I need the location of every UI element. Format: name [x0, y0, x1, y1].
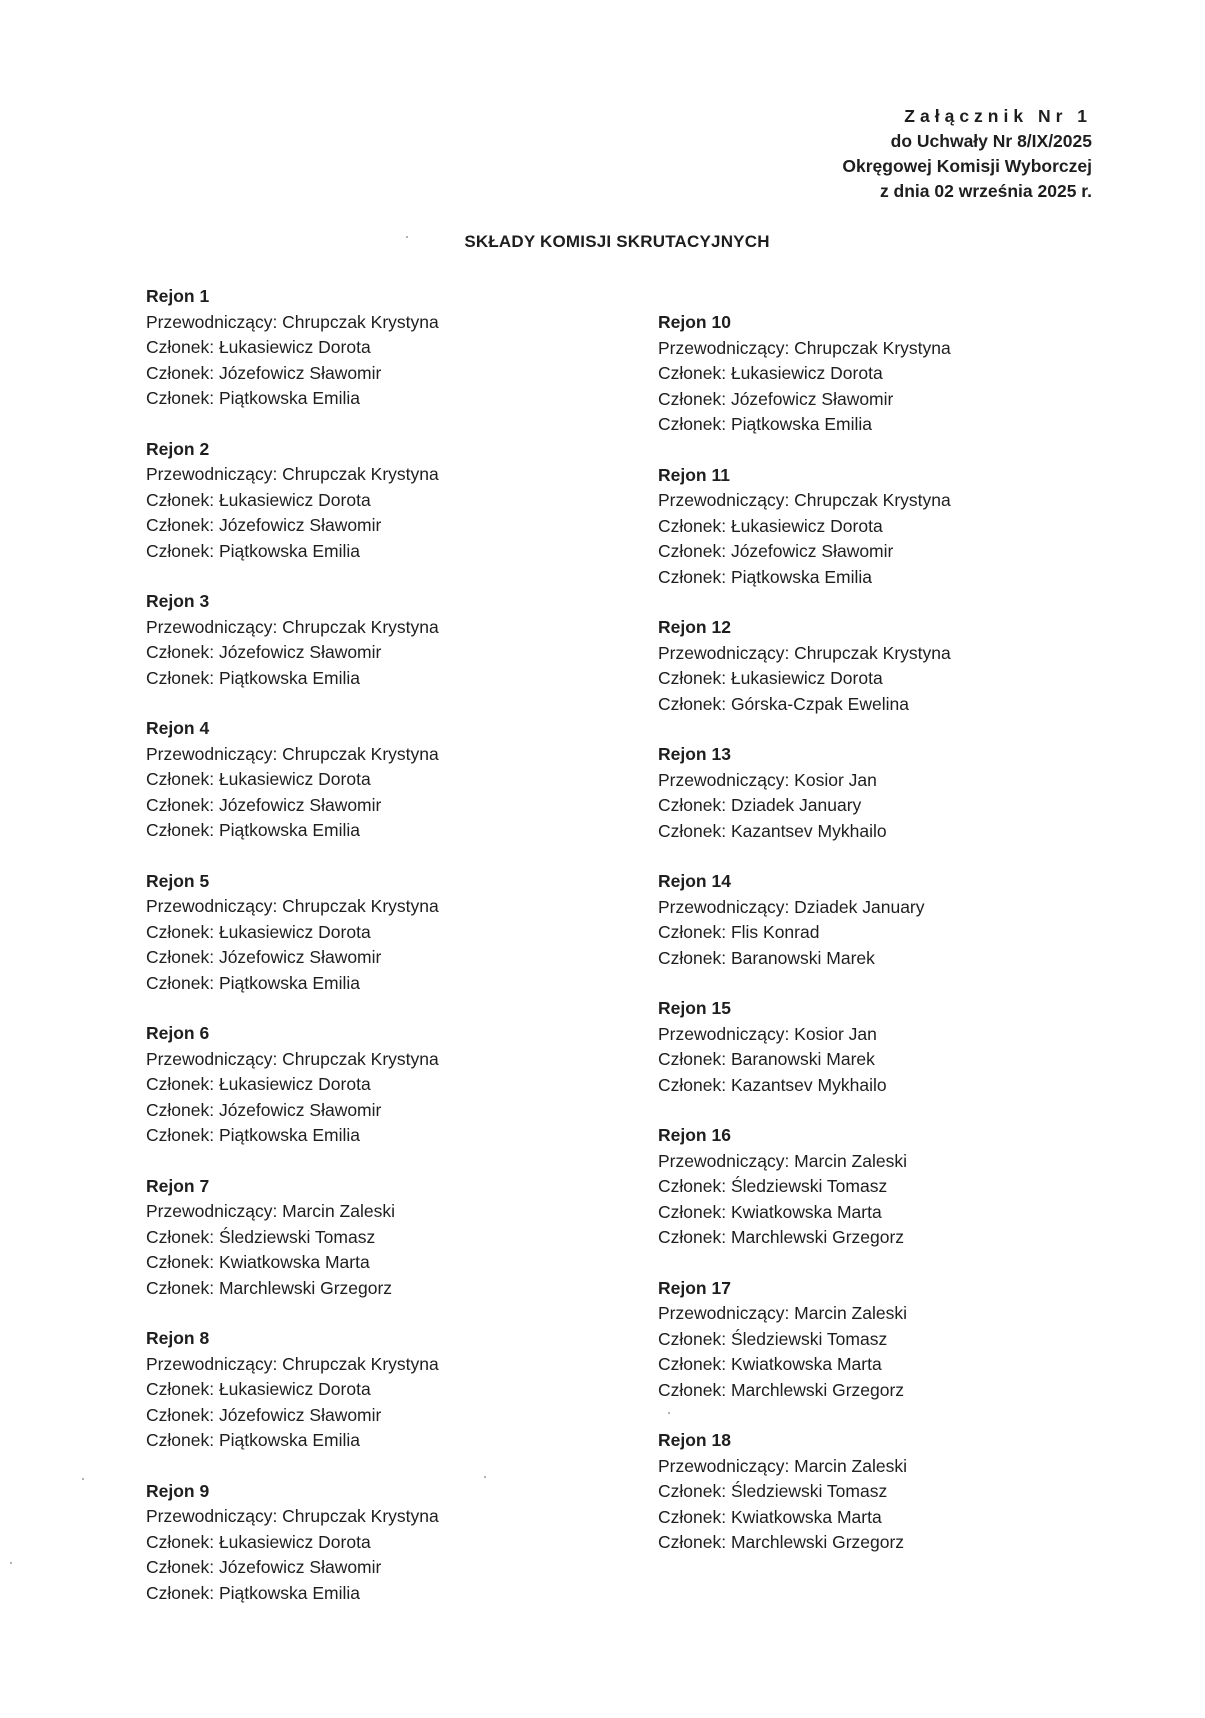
member-line: Członek: Marchlewski Grzegorz	[146, 1277, 393, 1298]
member-line: Członek: Józefowicz Sławomir	[146, 642, 382, 662]
member-line: Członek: Piątkowska Emilia	[146, 1430, 360, 1450]
right-column	[658, 310, 1098, 1581]
member-line: Członek: Śledziewski Tomasz	[658, 1176, 888, 1196]
region-block	[146, 1479, 586, 1607]
member-line: Członek: Kazantsev Mykhailo	[658, 820, 887, 841]
member-line: Członek: Piątkowska Emilia	[146, 667, 360, 688]
chairperson-line: Przewodniczący: Chrupczak Krystyna	[146, 311, 439, 332]
chairperson-line: Przewodniczący: Chrupczak Krystyna	[146, 1506, 439, 1526]
member-line: Członek: Kwiatkowska Marta	[146, 1252, 370, 1272]
chairperson-line: Przewodniczący: Chrupczak Krystyna	[146, 896, 439, 916]
region-title: Rejon 4	[146, 718, 210, 738]
chairperson-line: Przewodniczący: Marcin Zaleski	[658, 1455, 907, 1476]
chairperson-line: Przewodniczący: Chrupczak Krystyna	[658, 642, 951, 663]
member-line: Członek: Łukasiewicz Dorota	[658, 363, 883, 383]
resolution-reference: do Uchwały Nr 8/IX/2025	[890, 131, 1092, 151]
region-block	[146, 869, 586, 997]
region-title: Rejon 16	[658, 1125, 731, 1145]
member-line: Członek: Piątkowska Emilia	[146, 1582, 360, 1603]
member-line: Członek: Łukasiewicz Dorota	[146, 337, 371, 357]
member-line: Członek: Łukasiewicz Dorota	[146, 1074, 371, 1094]
chairperson-line: Przewodniczący: Kosior Jan	[658, 1023, 877, 1044]
member-line: Członek: Śledziewski Tomasz	[658, 1481, 888, 1501]
region-block	[658, 615, 1098, 717]
member-line: Członek: Piątkowska Emilia	[146, 388, 360, 408]
region-title: Rejon 3	[146, 591, 210, 611]
document-date: z dnia 02 września 2025 r.	[879, 181, 1092, 201]
member-line: Członek: Piątkowska Emilia	[146, 972, 360, 993]
member-line: Członek: Józefowicz Sławomir	[658, 541, 894, 561]
member-line: Członek: Józefowicz Sławomir	[146, 947, 382, 967]
member-line: Członek: Marchlewski Grzegorz	[658, 1532, 905, 1552]
member-line: Członek: Łukasiewicz Dorota	[146, 769, 371, 789]
chairperson-line: Przewodniczący: Chrupczak Krystyna	[658, 490, 951, 510]
commission-name: Okręgowej Komisji Wyborczej	[842, 156, 1092, 176]
member-line: Członek: Marchlewski Grzegorz	[658, 1379, 905, 1400]
member-line: Członek: Józefowicz Sławomir	[146, 1099, 382, 1120]
region-title: Rejon 9	[146, 1480, 210, 1501]
region-title: Rejon 13	[658, 744, 731, 764]
member-line: Członek: Dziadek January	[658, 795, 862, 815]
region-title: Rejon 7	[146, 1175, 210, 1196]
member-line: Członek: Łukasiewicz Dorota	[146, 489, 371, 510]
member-line: Członek: Łukasiewicz Dorota	[658, 668, 883, 688]
member-line: Członek: Kwiatkowska Marta	[658, 1506, 882, 1527]
chairperson-line: Przewodniczący: Chrupczak Krystyna	[658, 337, 951, 358]
region-title: Rejon 15	[658, 998, 731, 1018]
member-line: Członek: Baranowski Marek	[658, 1049, 875, 1069]
member-line: Członek: Kwiatkowska Marta	[658, 1201, 882, 1222]
member-line: Członek: Baranowski Marek	[658, 947, 875, 968]
member-line: Członek: Józefowicz Sławomir	[146, 1404, 382, 1425]
member-line: Członek: Józefowicz Sławomir	[146, 515, 382, 535]
attachment-number: Załącznik Nr 1	[904, 106, 1092, 126]
chairperson-line: Przewodniczący: Marcin Zaleski	[146, 1201, 395, 1221]
member-line: Członek: Kwiatkowska Marta	[658, 1354, 882, 1374]
region-title: Rejon 10	[658, 312, 731, 332]
chairperson-line: Przewodniczący: Dziadek January	[658, 896, 925, 917]
region-block	[146, 437, 586, 565]
region-title: Rejon 8	[146, 1328, 210, 1348]
member-line: Członek: Piątkowska Emilia	[146, 820, 360, 840]
scan-speck	[406, 236, 408, 238]
member-line: Członek: Piątkowska Emilia	[146, 540, 360, 561]
member-line: Członek: Śledziewski Tomasz	[146, 1226, 376, 1247]
chairperson-line: Przewodniczący: Kosior Jan	[658, 769, 877, 790]
member-line: Członek: Marchlewski Grzegorz	[658, 1227, 905, 1247]
chairperson-line: Przewodniczący: Marcin Zaleski	[658, 1150, 907, 1171]
region-block	[658, 463, 1098, 591]
member-line: Członek: Łukasiewicz Dorota	[146, 1379, 371, 1399]
member-line: Członek: Flis Konrad	[658, 922, 820, 942]
member-line: Członek: Józefowicz Sławomir	[658, 388, 894, 409]
chairperson-line: Przewodniczący: Marcin Zaleski	[658, 1303, 907, 1323]
member-line: Członek: Piątkowska Emilia	[658, 566, 872, 587]
scan-speck	[484, 1476, 486, 1478]
page-title: SKŁADY KOMISJI SKRUTACYJNYCH	[464, 232, 770, 251]
region-title: Rejon 11	[658, 464, 730, 485]
region-title: Rejon 2	[146, 438, 210, 459]
member-line: Członek: Józefowicz Sławomir	[146, 794, 382, 815]
region-title: Rejon 5	[146, 870, 210, 891]
region-block	[658, 1123, 1098, 1251]
region-block	[658, 869, 1098, 971]
region-title: Rejon 18	[658, 1430, 731, 1450]
member-line: Członek: Piątkowska Emilia	[658, 414, 872, 434]
region-title: Rejon 17	[658, 1277, 731, 1298]
region-block	[146, 284, 586, 412]
member-line: Członek: Piątkowska Emilia	[146, 1125, 360, 1145]
region-block	[146, 1021, 586, 1149]
region-block	[658, 310, 1098, 438]
member-line: Członek: Łukasiewicz Dorota	[146, 1531, 371, 1552]
chairperson-line: Przewodniczący: Chrupczak Krystyna	[146, 1353, 439, 1374]
scan-speck	[82, 1478, 84, 1480]
member-line: Członek: Kazantsev Mykhailo	[658, 1074, 887, 1095]
member-line: Członek: Łukasiewicz Dorota	[658, 515, 883, 536]
region-block	[658, 742, 1098, 844]
region-block	[146, 716, 586, 844]
scan-speck	[668, 1412, 670, 1414]
region-title: Rejon 6	[146, 1023, 210, 1043]
chairperson-line: Przewodniczący: Chrupczak Krystyna	[146, 464, 439, 484]
region-block	[658, 1428, 1098, 1556]
region-title: Rejon 1	[146, 286, 210, 306]
region-block	[146, 1326, 586, 1454]
member-line: Członek: Łukasiewicz Dorota	[146, 921, 371, 942]
region-title: Rejon 14	[658, 871, 731, 891]
region-block	[658, 1276, 1098, 1404]
left-column	[146, 284, 586, 1631]
member-line: Członek: Górska-Czpak Ewelina	[658, 693, 909, 714]
region-block	[146, 1174, 586, 1302]
scan-speck	[10, 1562, 12, 1564]
member-line: Członek: Józefowicz Sławomir	[146, 1557, 382, 1577]
chairperson-line: Przewodniczący: Chrupczak Krystyna	[146, 743, 439, 764]
chairperson-line: Przewodniczący: Chrupczak Krystyna	[146, 1048, 439, 1069]
chairperson-line: Przewodniczący: Chrupczak Krystyna	[146, 616, 439, 637]
region-block	[146, 589, 586, 691]
member-line: Członek: Śledziewski Tomasz	[658, 1328, 888, 1349]
region-title: Rejon 12	[658, 617, 731, 637]
member-line: Członek: Józefowicz Sławomir	[146, 362, 382, 383]
region-block	[658, 996, 1098, 1098]
document-header	[842, 104, 1092, 204]
